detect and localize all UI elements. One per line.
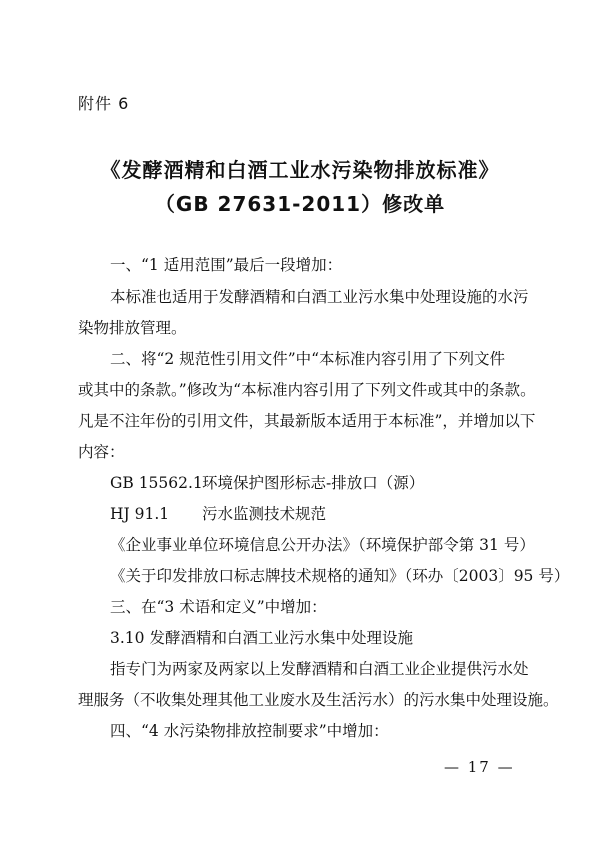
section-2-text-cont: 或其中的条款。”修改为“本标准内容引用了下列文件或其中的条款。 [78,381,536,399]
term-definition: 指专门为两家及两家以上发酵酒精和白酒工业企业提供污水处 [110,660,529,678]
section-3-heading: 三、在“3 术语和定义”中增加： [110,598,327,616]
reference-item: 《企业事业单位环境信息公开办法》（环境保护部令第 31 号） [110,536,535,554]
reference-item [110,473,580,493]
doc-title-line1: 《发酵酒精和白酒工业水污染物排放标准》 [100,158,500,182]
reference-name: 环境保护图形标志-排放口（源） [202,474,425,492]
reference-id: GB 15562.1 [110,474,203,492]
reference-id: HJ 91.1 [110,505,170,523]
reference-name: 污水监测技术规范 [202,505,327,523]
section-2-text: 二、将“2 规范性引用文件”中“本标准内容引用了下列文件 [110,350,506,368]
section-4-heading: 四、“4 水污染物排放控制要求”中增加： [110,722,389,740]
page-number: — 17 — [444,758,515,776]
term-definition-cont: 理服务（不收集处理其他工业废水及生活污水）的污水集中处理设施。 [78,691,559,709]
section-1-text: 本标准也适用于发酵酒精和白酒工业污水集中处理设施的水污 [110,288,529,306]
reference-item: 《关于印发排放口标志牌技术规格的通知》（环办〔2003〕95 号） [110,567,570,585]
doc-title-line2: （GB 27631-2011）修改单 [154,192,446,216]
section-1-text-cont: 染物排放管理。 [78,319,187,337]
section-2-text-cont: 内容： [78,443,125,461]
section-1-heading: 一、“1 适用范围”最后一段增加： [110,256,343,274]
reference-item [110,504,580,524]
term-title: 3.10 发酵酒精和白酒工业污水集中处理设施 [110,629,413,647]
section-2-text-cont: 凡是不注年份的引用文件，其最新版本适用于本标准”，并增加以下 [78,412,536,430]
attachment-label: 附件 6 [78,94,130,113]
